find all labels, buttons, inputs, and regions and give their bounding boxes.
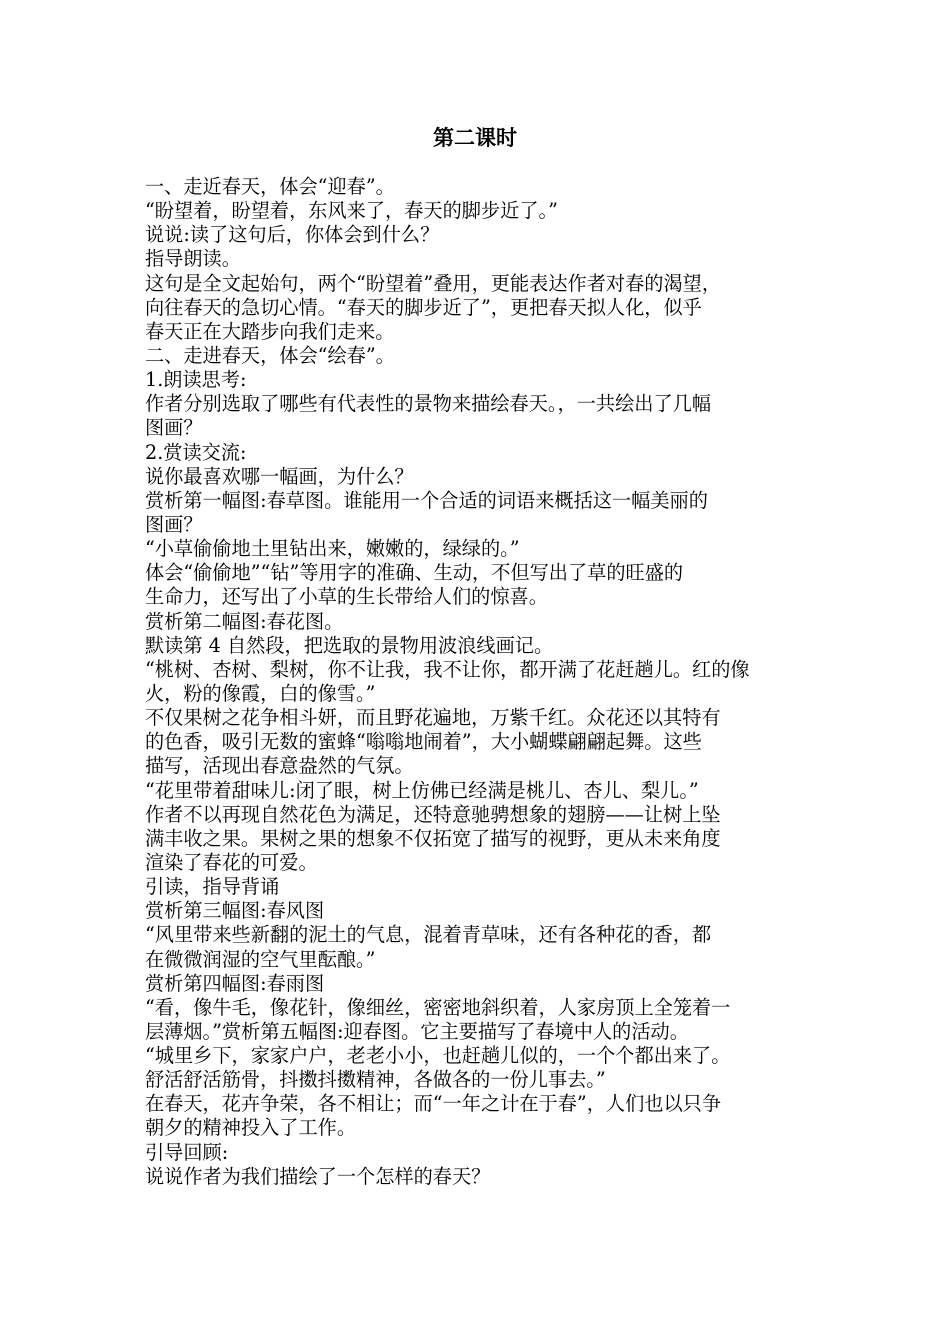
text-line: 作者分别选取了哪些有代表性的景物来描绘春天。，一共绘出了几幅 [145,392,712,416]
text-line: 图画？ [145,416,203,440]
text-line: 满丰收之果。果树之果的想象不仅拓宽了描写的视野，更从未来角度 [145,826,721,850]
text-line: 这句是全文起始句，两个“盼望着”叠用，更能表达作者对春的渴望， [145,271,722,295]
text-line: 二、走进春天，体会“绘春”。 [145,343,395,367]
text-line: 赏析第四幅图:春雨图 [145,971,325,995]
text-line: 渲染了春花的可爱。 [145,850,318,874]
text-line: “盼望着，盼望着，东风来了，春天的脚步近了。” [145,199,558,223]
text-line: “风里带来些新翻的泥土的气息，混着青草味，还有各种花的香，都 [145,923,712,947]
text-line: 赏析第一幅图:春草图。谁能用一个合适的词语来概括这一幅美丽的 [145,488,708,512]
text-line: 向往春天的急切心情。“春天的脚步近了”，更把春天拟人化，似乎 [145,295,702,319]
text-line: “城里乡下，家家户户，老老小小，也赶趟儿似的，一个个都出来了。 [145,1044,731,1068]
text-line: 的色香，吸引无数的蜜蜂“嗡嗡地闹着”，大小蝴蝶翩翩起舞。这些 [145,730,702,754]
text-line: 说你最喜欢哪一幅画，为什么？ [145,464,414,488]
text-line: “桃树、杏树、梨树，你不让我，我不让你，都开满了花赶趟儿。红的像 [145,657,750,681]
text-line: 图画？ [145,512,203,536]
text-line: 引读，指导背诵 [145,875,280,899]
text-line: 说说作者为我们描绘了一个怎样的春天？ [145,1164,491,1188]
text-line: 在微微润湿的空气里酝酿。” [145,947,376,971]
text-line: 层薄烟。”赏析第五幅图:迎春图。它主要描写了春境中人的活动。 [145,1019,689,1043]
text-line: “看，像牛毛，像花针，像细丝，密密地斜织着，人家房顶上全笼着一 [145,995,731,1019]
text-line: 2.赏读交流: [145,440,247,464]
text-line: 火，粉的像霞，白的像雪。” [145,681,376,705]
text-line: 不仅果树之花争相斗妍，而且野花遍地，万紫千红。众花还以其特有 [145,706,721,730]
text-line: 舒活舒活筋骨，抖擞抖擞精神，各做各的一份儿事去。” [145,1068,606,1092]
text-line: “花里带着甜味儿:闭了眼，树上仿佛已经满是桃儿、杏儿、梨儿。” [145,778,699,802]
text-line: “小草偷偷地土里钻出来，嫩嫩的，绿绿的。” [145,537,520,561]
text-line: 说说:读了这句后，你体会到什么？ [145,223,440,247]
text-line: 一、走近春天，体会“迎春”。 [145,175,395,198]
text-line: 指导朗读。 [145,247,241,271]
text-line: 赏析第三幅图:春风图 [145,899,325,923]
text-line: 作者不以再现自然花色为满足，还特意驰骋想象的翅膀——让树上坠 [145,802,721,826]
text-line: 赏析第二幅图:春花图。 [145,609,344,633]
text-line: 体会“偷偷地”“钻”等用字的准确、生动，不但写出了草的旺盛的 [145,561,684,585]
text-line: 引导回顾: [145,1140,229,1164]
text-line: 在春天，花卉争荣，各不相让；而“一年之计在于春”，人们也以只争 [145,1092,722,1116]
text-line: 1.朗读思考: [145,368,247,392]
text-line: 朝夕的精神投入了工作。 [145,1116,357,1140]
text-line: 春天正在大踏步向我们走来。 [145,319,395,343]
page-title: 第二课时 [433,126,517,150]
text-line: 描写，活现出春意盎然的气氛。 [145,754,414,778]
text-line: 生命力，还写出了小草的生长带给人们的惊喜。 [145,585,548,609]
text-line: 默读第 4 自然段，把选取的景物用波浪线画记。 [145,633,554,657]
lesson-body [145,175,815,1189]
